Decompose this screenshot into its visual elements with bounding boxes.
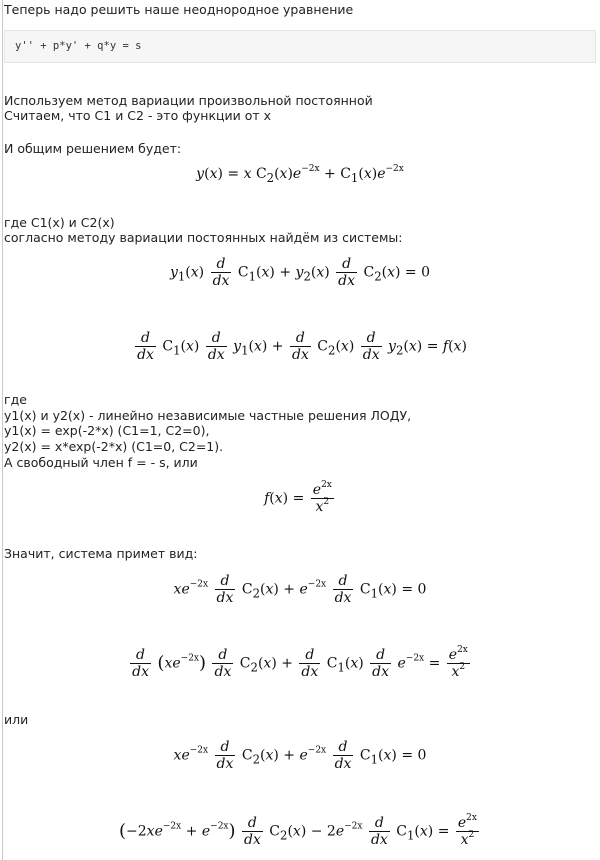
specific-eq-2: $\frac{d}{dx}$ $(xe^{-2x})$ $\frac{d}{dx}$ $C_2(x)$ + $\frac{d}{dx}$ $C_1(x)$ $\frac{d}{dx}$ $e^{-2x}$ = $\frac{e^{2x}}{x^2}$	[132, 645, 468, 680]
specific-eq-1: $xe^{-2x}$ $\frac{d}{dx}$ $C_2(x) + e^{-2x}$ $\frac{d}{dx}$ $C_1(x) = 0$	[173, 573, 427, 606]
y1-line: y1(x) = exp(-2*x) (C1=1, C2=0),	[4, 423, 210, 438]
method-line: Используем метод вариации произвольной постоянной	[4, 93, 373, 108]
system-eq-2: $\frac{d}{dx}$ $C_1(x)$ $\frac{d}{dx}$ $y_1(x)$ + $\frac{d}{dx}$ $C_2(x)$ $\frac{d}{dx}$ $y_2(x) = f(x)$	[137, 330, 467, 363]
free-term-line: А свободный член f = - s, или	[4, 455, 198, 470]
y-desc-line: y1(x) и y2(x) - линейно независимые частные решения ЛОДУ,	[4, 408, 412, 423]
free-term-formula: f(x) = $\frac{e^{2x}}{x^2}$	[264, 480, 332, 515]
final-eq-1: $xe^{-2x}$ $\frac{d}{dx}$ $C_2(x) + e^{-2x}$ $\frac{d}{dx}$ $C_1(x) = 0$	[173, 739, 427, 772]
general-line: И общим решением будет:	[4, 141, 182, 156]
intro-line: Теперь надо решить наше неоднородное уравнение	[4, 2, 354, 17]
y2-line: y2(x) = x*exp(-2*x) (C1=0, C2=1).	[4, 439, 224, 454]
code-block	[4, 30, 596, 63]
system-eq-1: $y_1(x)$ $\frac{d}{dx}$ $C_1(x) + y_2(x)$ $\frac{d}{dx}$ $C_2(x) = 0$	[169, 256, 431, 289]
where-line: где	[4, 392, 27, 407]
ode-code: y'' + p*y' + q*y = s	[15, 40, 142, 52]
thus-line: Значит, система примет вид:	[4, 546, 198, 561]
left-border	[2, 0, 3, 860]
assume-line: Считаем, что C1 и C2 - это функции от x	[4, 108, 272, 123]
or-line: или	[4, 712, 29, 727]
general-solution-formula: y(x) = x $C_2(x)e^{-2x} + C_1(x)e^{-2x}$	[196, 164, 404, 185]
system-intro-line: согласно методу вариации постоянных найдём из системы:	[4, 230, 403, 245]
final-eq-2: $(-2xe^{-2x} + e^{-2x})$ $\frac{d}{dx}$ $C_2(x) - 2e^{-2x}$ $\frac{d}{dx}$ $C_1(x)$ = $\frac{e^{2x}}{x^2}$	[119, 813, 477, 848]
where-c-line: где C1(x) и C2(x)	[4, 215, 115, 230]
